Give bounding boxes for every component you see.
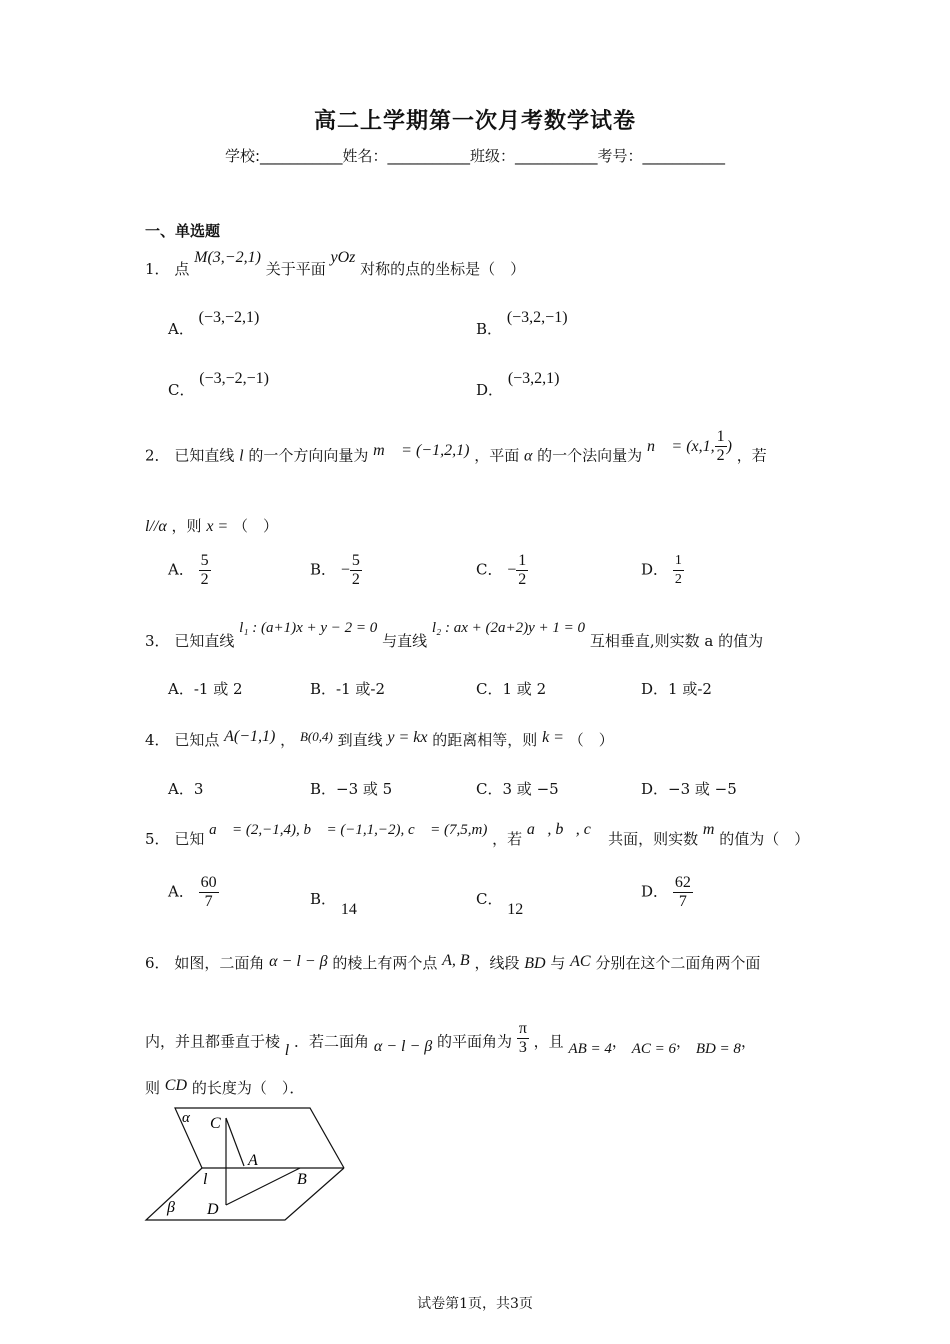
fraction: [350, 552, 362, 589]
page-footer: 试卷第1页，共3页: [417, 1296, 533, 1312]
question-5: [145, 821, 810, 849]
option-label: C．: [168, 381, 195, 399]
label-beta: β: [167, 1199, 175, 1216]
option-label: C．: [476, 560, 503, 579]
option-value: 3 或 −5: [502, 780, 559, 798]
student-info-line: 学校:___________姓名：___________班级：___________考号：___________: [224, 147, 726, 165]
option-value: −3 或 −5: [668, 780, 737, 798]
option-5d[interactable]: [641, 874, 693, 911]
dihedral-angle-figure: [140, 1100, 350, 1225]
fraction-numerator: 62: [674, 874, 691, 891]
option-label: D．: [641, 780, 669, 798]
question-text: 对称的点的坐标是（ ）: [360, 260, 526, 278]
math-expression: l: [284, 1041, 290, 1059]
option-value: 3: [193, 780, 204, 798]
option-value: (−3,2,1): [507, 370, 560, 387]
math-expression: AC = 6: [631, 1040, 677, 1057]
option-3c[interactable]: [476, 678, 546, 699]
option-label: C．: [476, 680, 503, 698]
question-text: 的长度为（ ）．: [191, 1079, 305, 1097]
option-5b[interactable]: [310, 888, 357, 918]
option-label: A．: [168, 680, 194, 698]
question-text: 与: [550, 954, 566, 972]
fraction-numerator: 1: [518, 552, 527, 569]
fraction-numerator: 60: [200, 874, 217, 891]
option-label: B．: [310, 890, 337, 908]
fraction-denominator: 2: [518, 571, 527, 588]
figure-lines: [146, 1108, 344, 1220]
question-text: 的平面角为: [437, 1032, 513, 1051]
option-2a[interactable]: [168, 552, 211, 589]
option-label: C．: [476, 890, 503, 908]
question-number: 5．: [145, 830, 170, 848]
section-heading: 一、单选题: [145, 222, 221, 240]
fraction-denominator: 2: [716, 447, 725, 464]
math-expression: n⃗ = (x,1,: [646, 437, 715, 455]
question-text: 如图，二面角: [174, 954, 265, 972]
segment-a-c: [226, 1118, 244, 1166]
option-5a[interactable]: [168, 874, 219, 911]
option-value: −3 或 5: [336, 780, 393, 798]
math-expression: l//α: [145, 518, 167, 535]
question-1: [145, 249, 526, 279]
question-text: （ ）: [568, 731, 614, 749]
math-expression: yOz: [330, 249, 356, 266]
fraction-numerator: 5: [351, 552, 360, 569]
option-sign: −: [507, 561, 517, 579]
option-3a[interactable]: [168, 678, 243, 699]
option-label: B．: [310, 780, 337, 798]
option-2d[interactable]: [641, 552, 684, 589]
math-expression: A(−1,1): [224, 728, 276, 745]
question-text: 互相垂直,则实数 a 的值为: [589, 632, 764, 650]
question-text: 则: [145, 1079, 161, 1097]
question-text: （ ）: [233, 517, 279, 535]
option-1a[interactable]: [168, 306, 260, 338]
question-text: 点: [174, 260, 190, 278]
option-label: B．: [476, 320, 503, 338]
option-label: B．: [310, 680, 337, 698]
math-expression: A, B: [442, 952, 470, 969]
option-value: -1 或-2: [336, 680, 386, 698]
math-expression: a⃗, b⃗, c⃗: [526, 821, 604, 838]
question-text: ，: [676, 1032, 692, 1051]
question-text: 的一个方向向量为: [248, 446, 369, 465]
math-expression: m⃗ = (−1,2,1): [373, 441, 470, 459]
option-value: 1 或-2: [668, 680, 712, 698]
segment-b-d: [226, 1168, 300, 1205]
question-text: 的一个法向量为: [537, 446, 643, 465]
plane-alpha-outline: [175, 1108, 344, 1168]
fraction-denominator: 2: [200, 571, 209, 588]
question-2-line-2: [145, 515, 278, 536]
option-value: 14: [340, 901, 357, 918]
math-expression: α − l − β: [269, 953, 328, 970]
option-label: D．: [641, 680, 669, 698]
normal-vector: [646, 428, 737, 464]
fraction-numerator: 1: [673, 552, 684, 571]
fraction-denominator: 7: [678, 893, 687, 910]
math-expression: α: [523, 447, 533, 465]
question-text: 的棱上有两个点: [332, 954, 438, 972]
option-label: B．: [310, 560, 337, 579]
option-5c[interactable]: [476, 888, 524, 918]
question-4: [145, 729, 614, 750]
question-6-line-3: [145, 1077, 304, 1098]
math-expression: AB = 4: [568, 1040, 612, 1057]
label-d: D: [207, 1201, 219, 1218]
math-expression: AC: [570, 953, 591, 970]
option-4a[interactable]: [168, 778, 203, 799]
question-6: [145, 952, 760, 973]
math-expression: ): [726, 437, 732, 455]
option-1c[interactable]: [168, 367, 269, 399]
label-l: l: [203, 1171, 208, 1188]
option-label: A．: [168, 560, 194, 579]
option-value: 1 或 2: [502, 680, 547, 698]
page-title: 高二上学期第一次月考数学试卷: [313, 108, 636, 134]
question-2: [145, 428, 767, 475]
fraction: [517, 1020, 529, 1057]
fraction: [673, 874, 693, 911]
question-3: [145, 620, 764, 651]
question-text: ，若: [492, 830, 523, 848]
option-2c[interactable]: [476, 552, 528, 589]
question-text: 已知直线: [174, 632, 235, 650]
option-label: A．: [168, 882, 194, 901]
fraction: [199, 552, 211, 589]
math-expression: m: [702, 821, 715, 838]
option-3b[interactable]: [310, 678, 385, 699]
fraction-numerator: 1: [716, 428, 725, 445]
question-text: ，且: [533, 1032, 564, 1051]
question-text: ，则: [171, 517, 202, 535]
question-text: 到直线: [337, 731, 383, 749]
option-label: D．: [476, 381, 504, 399]
option-4c[interactable]: [476, 778, 559, 799]
question-number: 3．: [145, 632, 170, 650]
question-6-line-2: [145, 1020, 756, 1061]
option-label: A．: [168, 780, 194, 798]
option-label: C．: [476, 780, 503, 798]
question-text: ．若二面角: [294, 1032, 370, 1051]
fraction-numerator: 5: [200, 552, 209, 569]
label-a: A: [248, 1152, 258, 1169]
question-text: 的值为（ ）: [719, 830, 810, 848]
question-text: ，: [740, 1032, 756, 1051]
fraction-denominator: 2: [674, 572, 682, 587]
question-text: ，若: [736, 446, 767, 465]
option-3d[interactable]: [641, 678, 712, 699]
option-1b[interactable]: [476, 306, 568, 338]
label-alpha: α: [182, 1110, 190, 1126]
question-text: ，: [611, 1032, 627, 1051]
math-expression: α − l − β: [373, 1037, 433, 1055]
option-value: 12: [507, 901, 524, 918]
fraction-denominator: 3: [518, 1039, 527, 1056]
math-expression: B(0,4): [299, 729, 333, 744]
question-text: 的距离相等，则: [432, 731, 538, 749]
question-number: 4．: [145, 731, 170, 749]
option-value: (−3,−2,1): [198, 309, 260, 326]
question-number: 2．: [145, 446, 170, 465]
option-label: D．: [641, 560, 669, 579]
fraction: [673, 552, 684, 589]
option-value: (−3,−2,−1): [199, 370, 269, 387]
option-value: -1 或 2: [193, 680, 243, 698]
question-text: 分别在这个二面角两个面: [595, 954, 761, 972]
option-value: (−3,2,−1): [506, 309, 568, 326]
math-expression: BD = 8: [695, 1040, 741, 1057]
question-number: 6．: [145, 954, 170, 972]
fraction-numerator: π: [518, 1020, 527, 1037]
math-expression: CD: [164, 1077, 188, 1094]
question-text: 共面，则实数: [608, 830, 699, 848]
fraction: [199, 874, 219, 911]
question-text: ，线段: [474, 954, 520, 972]
option-4d[interactable]: [641, 778, 737, 799]
math-expression: y = kx: [387, 729, 428, 746]
option-label: D．: [641, 882, 669, 901]
math-expression: l₁ : (a+1)x + y − 2 = 0: [239, 620, 378, 636]
label-c: C: [210, 1115, 221, 1132]
fraction-denominator: 2: [351, 571, 360, 588]
math-expression: l: [239, 447, 244, 465]
question-text: 关于平面: [265, 260, 326, 278]
question-number: 1．: [145, 260, 170, 278]
question-text: 已知直线: [174, 446, 235, 465]
fraction: [715, 428, 727, 465]
fraction-denominator: 7: [204, 893, 213, 910]
question-text: 内，并且都垂直于棱: [145, 1032, 281, 1051]
plane-beta-outline: [146, 1168, 344, 1220]
math-expression: M(3,−2,1): [194, 249, 261, 266]
question-text: 与直线: [382, 632, 428, 650]
question-text: 已知点: [174, 731, 220, 749]
option-2b[interactable]: [310, 552, 362, 589]
question-text: 已知: [174, 830, 205, 848]
math-expression: BD: [524, 955, 546, 972]
math-expression: k =: [542, 729, 564, 746]
option-sign: −: [340, 561, 350, 579]
math-expression: l₂ : ax + (2a+2)y + 1 = 0: [431, 620, 586, 636]
math-expression: a⃗ = (2,−1,4), b⃗ = (−1,1,−2), c⃗ = (7,5,m): [209, 822, 488, 838]
math-expression: x =: [206, 518, 229, 535]
option-4b[interactable]: [310, 778, 392, 799]
question-text: ，平面: [474, 446, 520, 465]
label-b: B: [297, 1171, 307, 1188]
option-label: A．: [168, 320, 194, 338]
fraction: [516, 552, 528, 589]
option-1d[interactable]: [476, 367, 560, 399]
question-text: ，: [280, 731, 296, 749]
